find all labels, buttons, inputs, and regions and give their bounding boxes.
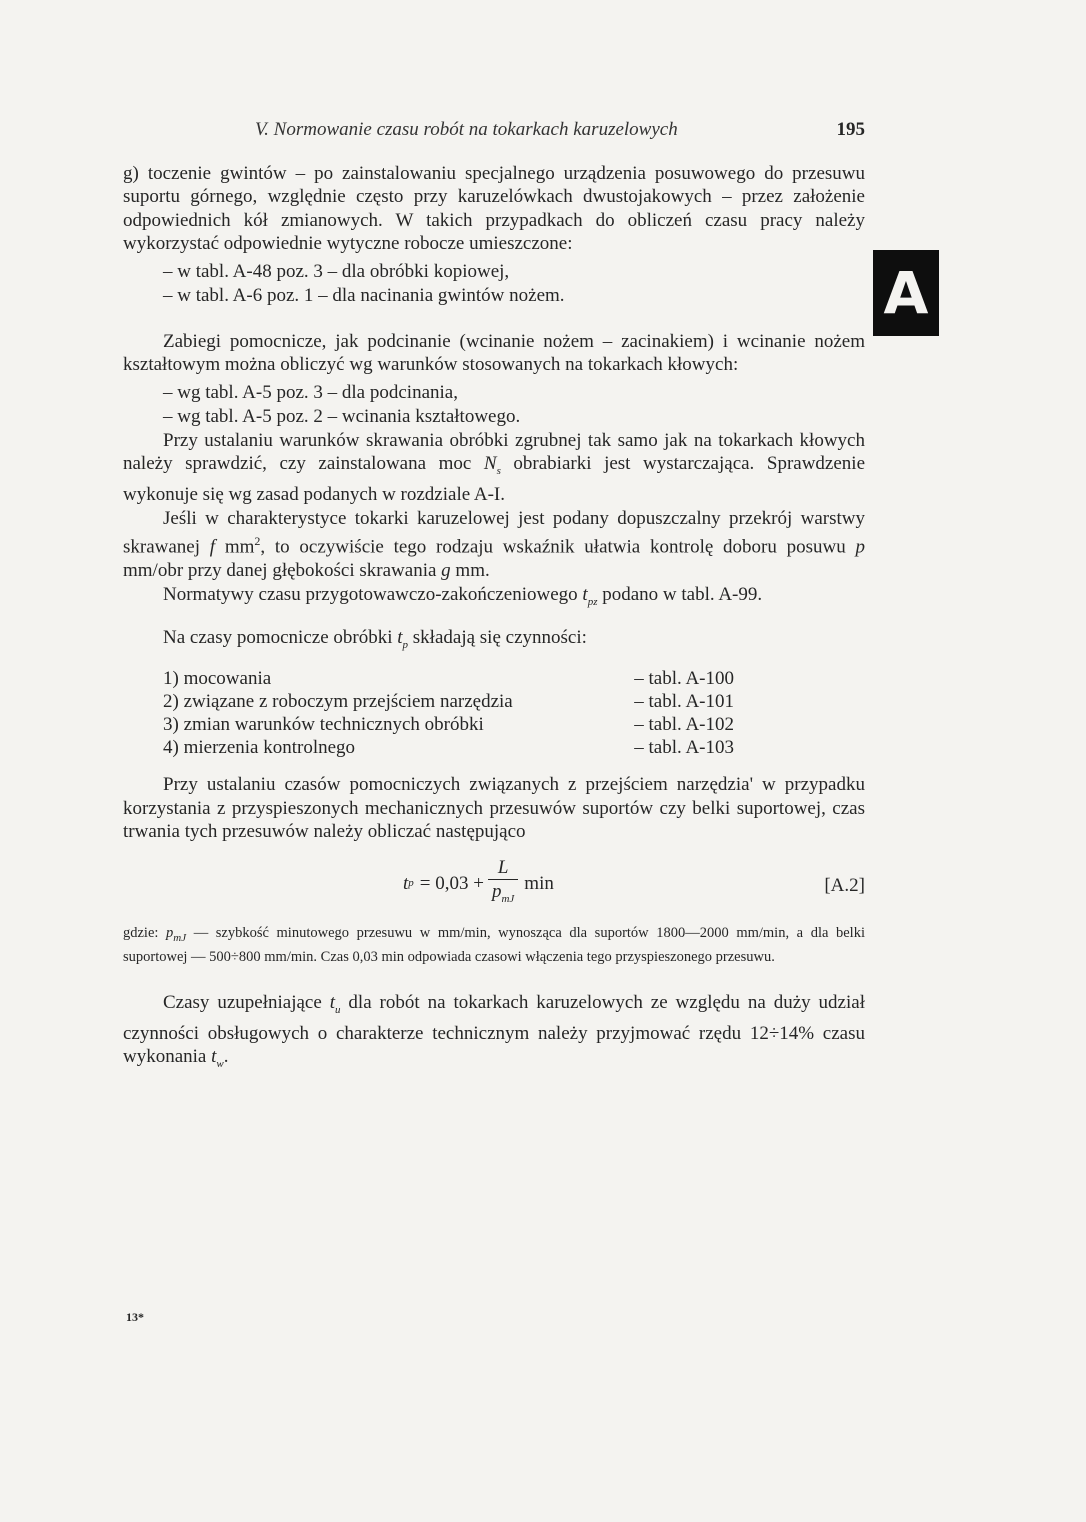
threading-list — [163, 260, 865, 308]
formula-a2 — [123, 854, 865, 918]
paragraph-feed-time: Przy ustalaniu czasów pomocniczych związanych z przejściem narzędzia' w przypadku korzystania z przyspieszonych mechanicznych przesuwów suportów czy belki suportowej, czas trwania tych przesuwów należy obliczać następująco — [123, 774, 865, 843]
list-item: – wg tabl. A-5 poz. 2 – wcinania kształtowego. — [163, 405, 521, 427]
equation-label: [A.2] — [824, 874, 865, 896]
activity-row: 1) mocowania – tabl. A-100 — [163, 668, 734, 690]
paragraph-power-check: Przy ustalaniu warunków skrawania obróbki zgrubnej tak samo jak na tokarkach kłowych należy sprawdzić, czy zainstalowana moc $N_s$ obrabiarki jest wystarczająca. Sprawdzenie wykonuje się wg zasad podanych w rozdziale A-I. — [123, 429, 866, 506]
auxiliary-list — [163, 381, 865, 429]
paragraph-auxiliary-times: Na czasy pomocnicze obróbki $t_p$ składają się czynności: — [163, 626, 587, 651]
activity-list — [163, 667, 734, 759]
page-number: 195 — [836, 119, 865, 140]
running-title: V. Normowanie czasu robót na tokarkach karuzelowych — [255, 119, 678, 140]
paragraph-auxiliary: Zabiegi pomocnicze, jak podcinanie (wcinanie nożem – zacinakiem) i wcinanie nożem kształtowym można obliczyć wg warunków stosowanych na tokarkach kłowych: — [123, 330, 865, 375]
paragraph-complementary-time: Czasy uzupełniające $t_u$ dla robót na tokarkach karuzelowych ze względu na duży udział czynności obsługowych o charakterze technicznym należy przyjmować rzędu 12÷14% czasu wykonania $t_w$. — [123, 991, 865, 1071]
activity-row: 3) zmian warunków technicznych obróbki – tabl. A-102 — [163, 714, 734, 736]
list-item: – w tabl. A-48 poz. 3 – dla obróbki kopiowej, — [163, 260, 510, 282]
paragraph-threading: g) toczenie gwintów – po zainstalowaniu specjalnego urządzenia posuwowego do przesuwu suportu górnego, względnie często przy karuzelówkach dwustojakowych – przez założenie odpowiednich kół zmianowych. W takich przypadkach do obliczeń czasu pracy należy wykorzystać odpowiednie wytyczne robocze umieszczone: — [123, 162, 865, 254]
list-item: – wg tabl. A-5 poz. 3 – dla podcinania, — [163, 381, 458, 403]
running-header — [123, 118, 865, 142]
fraction: $\frac{L}{p_{mJ}}$ — [488, 857, 518, 911]
formula: t p = 0,03 + $\frac{L}{p_{mJ}}$ min — [403, 854, 554, 914]
page-content — [123, 118, 865, 1077]
activity-row: 4) mierzenia kontrolnego – tabl. A-103 — [163, 737, 734, 759]
sheet-signature: 13* — [126, 1310, 144, 1324]
paragraph-setup-time: Normatywy czasu przygotowawczo-zakończeniowego $t_{pz}$ podano w tabl. A-99. — [163, 583, 763, 608]
paragraph-cross-section: Jeśli w charakterystyce tokarki karuzelowej jest podany dopuszczalny przekrój warstwy skrawanej f $mm^2$, to oczywiście tego rodzaju wskaźnik ułatwia kontrolę doboru posuwu p mm/obr przy danej głębokości skrawania g mm. — [123, 507, 866, 582]
activity-row: 2) związane z roboczym przejściem narzędzia – tabl. A-101 — [163, 691, 734, 713]
section-tab-a: A — [873, 250, 939, 336]
list-item: – w tabl. A-6 poz. 1 – dla nacinania gwintów nożem. — [163, 284, 565, 306]
formula-note: gdzie: $p_{mJ}$ — szybkość minutowego przesuwu w mm/min, wynosząca dla suportów 1800—2000 mm/min, a dla belki suportowej — 500÷800 mm/min. Czas 0,03 min odpowiada czasowi włączenia tego przyspieszonego przesuwu. — [123, 924, 865, 965]
